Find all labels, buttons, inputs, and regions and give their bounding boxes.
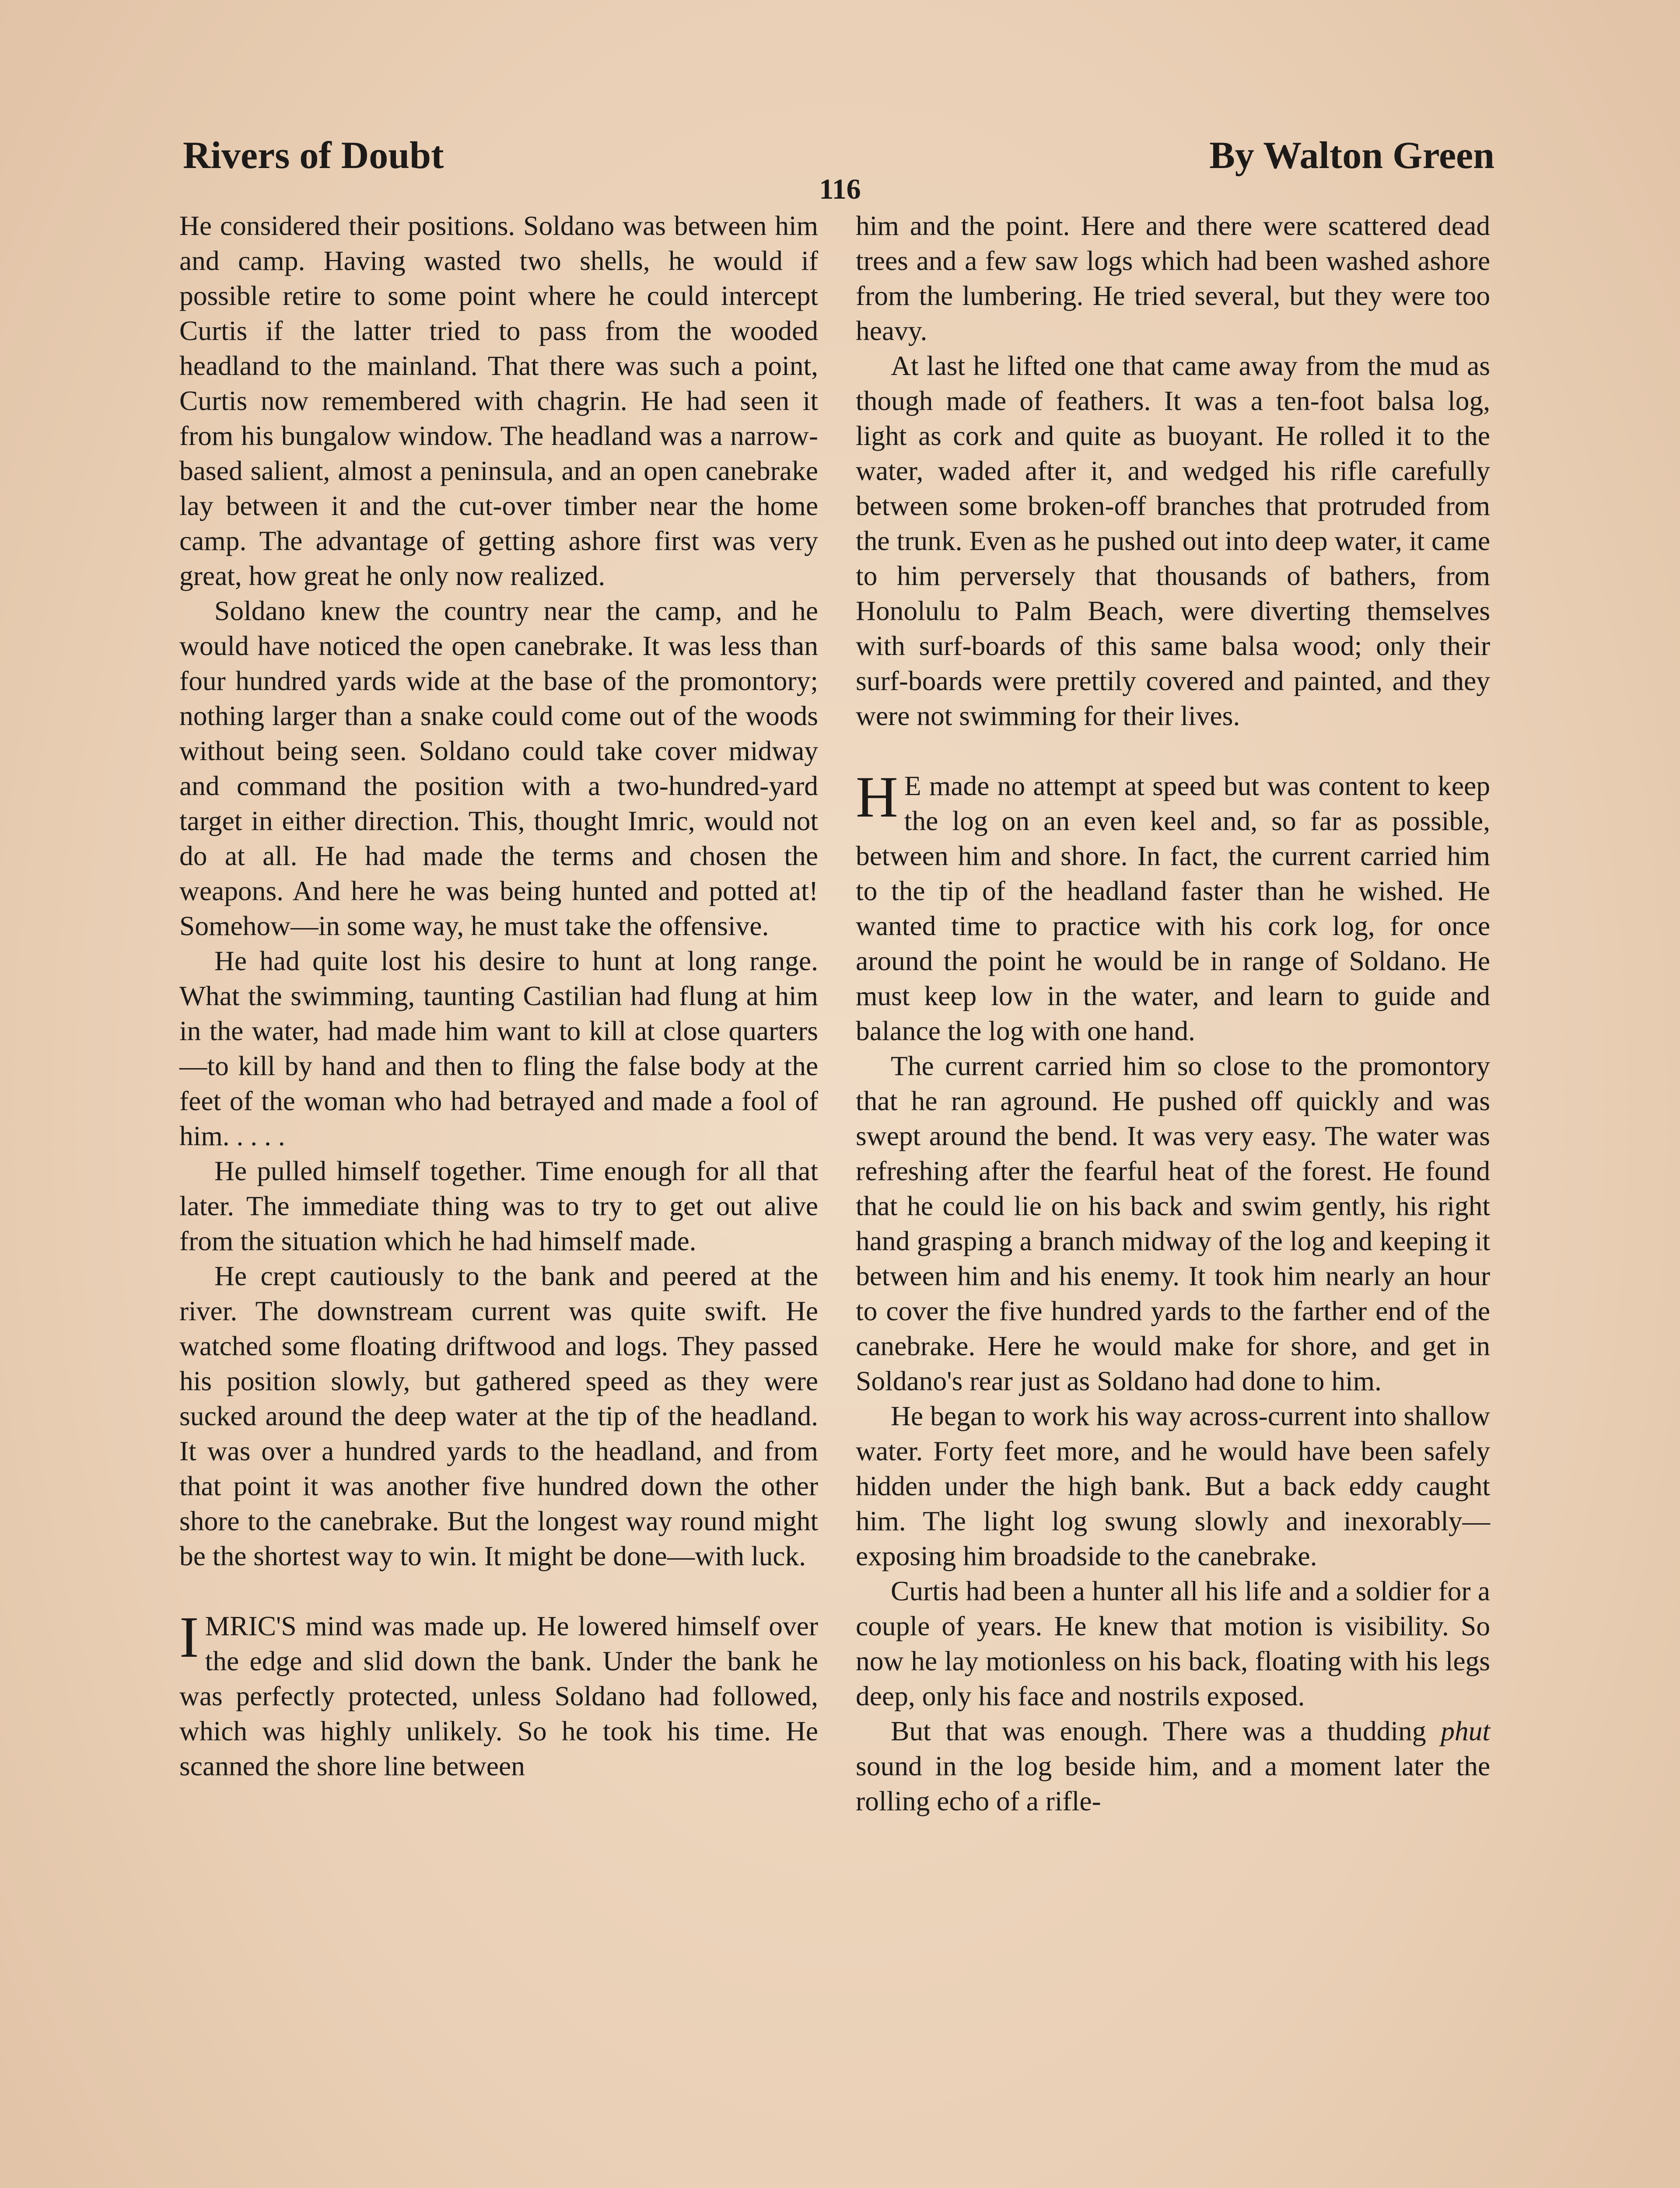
right-column [856,208,1490,1819]
paragraph-text: But that was enough. There was a thudding [891,1715,1441,1746]
page-number: 116 [819,173,861,205]
drop-cap-initial: I [179,1605,199,1669]
dropcap-paragraph-text: E made no attempt at speed but was content to keep the log on an even keel and, so far as possible, between him and shore. In fact, the current carried him to the tip of the headland faster than he wished. He wanted time to practice with his cork log, for once around the point he would be in range of Soldano. He must keep low in the water, and learn to guide and balance the log with one hand. [856,770,1490,1046]
paragraph: At last he lifted one that came away from the mud as though made of feathers. It was a ten-foot balsa log, light as cork and quite as buoyant. He rolled it to the water, waded after it, and wedged his rifle carefully between some broken-off branches that protruded from the trunk. Even as he pushed out into deep water, it came to him perversely that thousands of bathers, from Honolulu to Palm Beach, were diverting themselves with surf-boards of this same balsa wood; only their surf-boards were prettily covered and painted, and they were not swimming for their lives. [856,350,1490,731]
paragraph: Soldano knew the country near the camp, and he would have noticed the open canebrake. It was less than four hundred yards wide at the base of the promontory; nothing larger than a snake could come out of the woods without being seen. Soldano could take cover midway and command the position with a two-hundred-yard target in either direction. This, thought Imric, would not do at all. He had made the terms and chosen the weapons. And here he was being hunted and potted at! Somehow—in some way, he must take the offensive. [179,595,818,941]
paragraph: He had quite lost his desire to hunt at long range. What the swimming, taunting Castilian had flung at him in the water, had made him want to kill at close quarters—to kill by hand and then to fling the false body at the feet of the woman who had betrayed and made a fool of him. . . . . [179,945,818,1151]
paragraph: He pulled himself together. Time enough for all that later. The immediate thing was to try to get out alive from the situation which he had himself made. [179,1155,818,1256]
italic-word: phut [1441,1715,1490,1746]
paragraph: He began to work his way across-current into shallow water. Forty feet more, and he would have been safely hidden under the high bank. But a back eddy caught him. The light log swung slowly and inexorably—exposing him broadside to the canebrake. [856,1400,1490,1571]
paragraph [856,1714,1490,1819]
dropcap-paragraph [856,764,1490,1048]
paragraph-text: sound in the log beside him, and a moment later the rolling echo of a rifle- [856,1750,1490,1816]
left-column [179,208,818,1784]
story-title: Rivers of Doubt [183,134,444,177]
paragraph: The current carried him so close to the promontory that he ran aground. He pushed off quickly and was swept around the bend. It was very easy. The water was refreshing after the fearful heat of the forest. He found that he could lie on his back and swim gently, his right hand grasping a branch midway of the log and keeping it between him and his enemy. It took him nearly an hour to cover the five hundred yards to the farther end of the canebrake. Here he would make for shore, and get in Soldano's rear just as Soldano had done to him. [856,1050,1490,1396]
paragraph: He considered their positions. Soldano was between him and camp. Having wasted two shells, he would if possible retire to some point where he could intercept Curtis if the latter tried to pass from the wooded headland to the mainland. That there was such a point, Curtis now remembered with chagrin. He had seen it from his bungalow window. The headland was a narrow-based salient, almost a peninsula, and an open canebrake lay between it and the cut-over timber near the home camp. The advantage of getting ashore first was very great, how great he only now realized. [179,210,818,591]
drop-cap-initial: H [856,764,898,829]
story-author: By Walton Green [1209,134,1494,177]
paragraph-continuation: him and the point. Here and there were scattered dead trees and a few saw logs which had been washed ashore from the lumbering. He tried several, but they were too heavy. [856,210,1490,346]
dropcap-paragraph-text: MRIC'S mind was made up. He lowered himself over the edge and slid down the bank. Under the bank he was perfectly protected, unless Soldano had followed, which was highly unlikely. So he took his time. He scanned the shore line between [179,1610,818,1781]
paragraph: He crept cautiously to the bank and peered at the river. The downstream current was quite swift. He watched some floating driftwood and logs. They passed his position slowly, but gathered speed as they were sucked around the deep water at the tip of the headland. It was over a hundred yards to the headland, and from that point it was another five hundred down the other shore to the canebrake. But the longest way round might be the shortest way to win. It might be done—with luck. [179,1260,818,1571]
dropcap-paragraph [179,1605,818,1784]
paragraph: Curtis had been a hunter all his life and a soldier for a couple of years. He knew that motion is visibility. So now he lay motionless on his back, floating with his legs deep, only his face and nostrils exposed. [856,1575,1490,1711]
